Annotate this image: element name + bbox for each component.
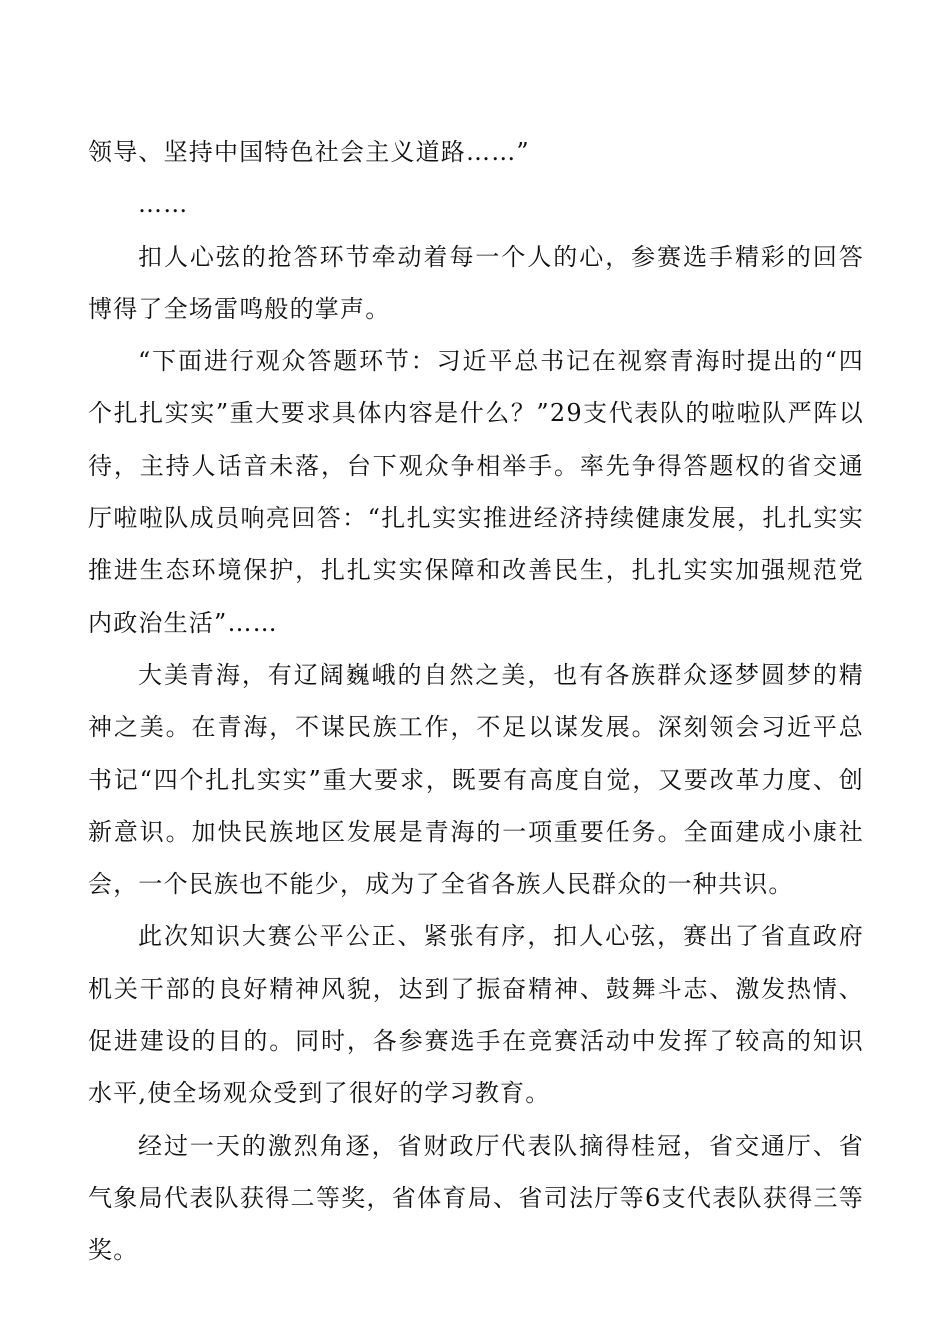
paragraph-ellipsis: ……: [138, 190, 189, 219]
paragraph-quiz-round: 扣人心弦的抢答环节牵动着每一个人的心，参赛选手精彩的回答博得了全场雷鸣般的掌声。: [88, 242, 864, 323]
paragraph-audience-round: “下面进行观众答题环节：习近平总书记在视察青海时提出的“四个扎扎实实”重大要求具体内容是什么？”29支代表队的啦啦队严阵以待，主持人话音未落，台下观众争相举手。率先争得答题权的省交通厅啦啦队成员响亮回答：“扎扎实实推进经济持续健康发展，扎扎实实推进生态环境保护，扎扎实实保障和改善民生，扎扎实实加强规范党内政治生活”……: [88, 347, 864, 637]
paragraph-continuation: 领导、坚持中国特色社会主义道路……”: [88, 138, 530, 166]
paragraph-results: 经过一天的激烈角逐，省财政厅代表队摘得桂冠，省交通厅、省气象局代表队获得二等奖，省体育局、省司法厅等6支代表队获得三等奖。: [88, 1131, 864, 1265]
paragraph-qinghai: 大美青海，有辽阔巍峨的自然之美，也有各族群众逐梦圆梦的精神之美。在青海，不谋民族工作，不足以谋发展。深刻领会习近平总书记“四个扎扎实实”重大要求，既要有高度自觉，又要改革力度、创新意识。加快民族地区发展是青海的一项重要任务。全面建成小康社会，一个民族也不能少，成为了全省各族人民群众的一种共识。: [88, 660, 864, 899]
article-body: [88, 126, 864, 1277]
paragraph-contest-summary: 此次知识大赛公平公正、紧张有序，扣人心弦，赛出了省直政府机关干部的良好精神风貌，达到了振奋精神、鼓舞斗志、激发热情、促进建设的目的。同时，各参赛选手在竞赛活动中发挥了较高的知识水平,使全场观众受到了很好的学习教育。: [88, 922, 864, 1108]
